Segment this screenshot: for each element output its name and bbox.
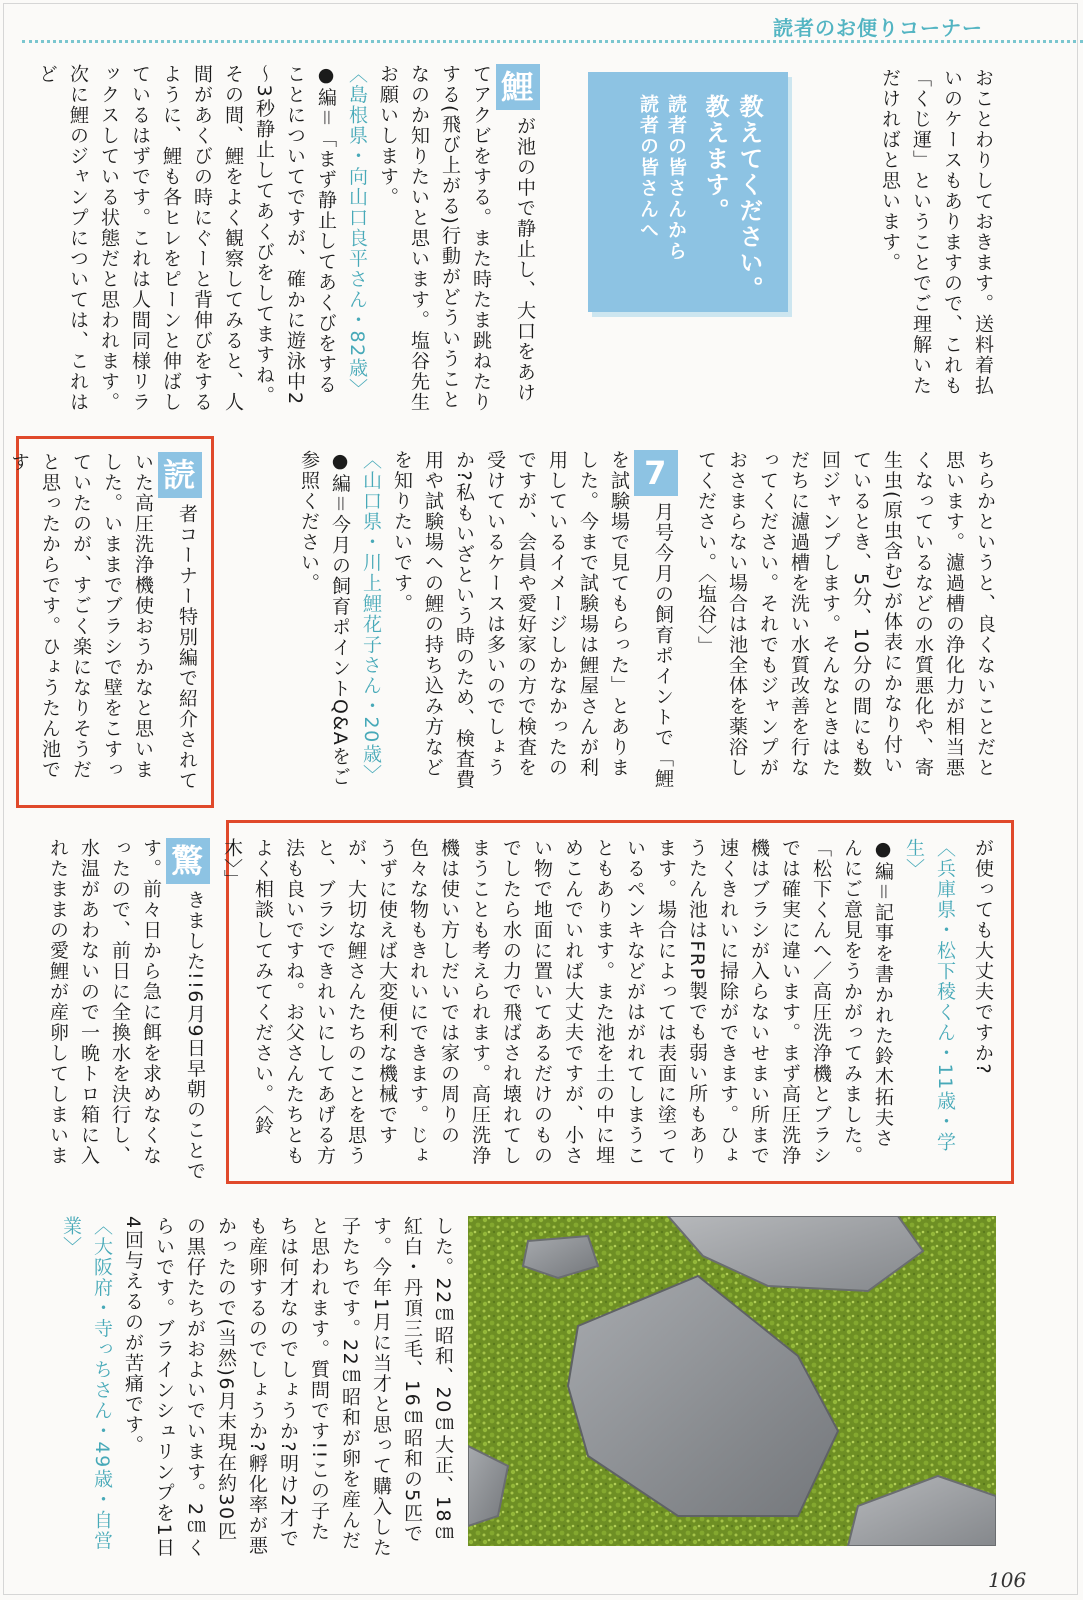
letter-yomu: 読者コーナー特別編で紹介されていた高圧洗浄機使おうかなと思いました。いままでブラシで壁をこすっていたのが、すごく楽になりそうだと思ったからです。ひょうたん池です (34, 452, 202, 792)
moss-stones-image (468, 1216, 996, 1546)
callout-box (588, 72, 788, 312)
letter-koi (30, 64, 540, 414)
hyogo-attribution: 〈兵庫県・松下稜くん・11歳・学生〉 (903, 838, 956, 1153)
initial-odoroku-icon: 驚 (166, 838, 210, 884)
initial-koi-icon: 鯉 (496, 64, 540, 110)
letter-mid-right: ちらかというと、良くないことだと思います。濾過槽の浄化力が相当悪くなっているなどの水質悪化や、寄生虫(原虫含む)が体表にかなり付いているとき、5分、10分の間にも数回ジャンプします。そんなときはただちに濾過槽を洗い水質改善を行なってください。それでもジャンプがおさまらない場合は池全体を薬浴してください。〈塩谷〉」 (695, 450, 996, 778)
page-number: 106 (988, 1568, 1027, 1592)
koi-question: が池の中で静止し、大口をあけてアクビをする。また時たま跳ねたりする(飛び上がる)行動がどういうことなのか知りたいと思います。塩谷先生お願いします。 (377, 64, 536, 413)
bottom-text: した。22㎝昭和、20㎝大正、18㎝紅白・丹頂三毛、16㎝昭和の5匹です。今年1月に当才と思って購入した子たちです。22㎝昭和が卵を産んだと思われます。質問です!!この子たちは何才なのでしょうか?明け2才でも産卵するのでしょうか?孵化率が悪かったので(当然)6月末現在約30匹の黒仔たちがおよいでいます。2㎝くらいです。ブラインシュリンプを1日4回与えるのが苦痛です。 (122, 1216, 454, 1558)
letter-seven (238, 450, 678, 795)
letter-hyogo-answer (221, 838, 960, 1168)
section-title: 読者のお便りコーナー (773, 16, 983, 40)
moss-stone-photo (468, 1216, 996, 1546)
bottom-attribution: 〈大阪府・寺っちさん・49歳・自営業〉 (60, 1216, 113, 1551)
initial-yomu-icon: 読 (158, 452, 202, 498)
callout-sub: 読者の皆さんから 読者の皆さんへ (637, 94, 687, 262)
hyogo-lead: が使っても大丈夫ですか? (972, 838, 994, 1076)
koi-answer: ●編＝「まず静止してあくびをすることについてですが、確かに遊泳中2～3秒静止してあくびをしてますね。その間、鯉をよく観察してみると、人間があくびの時にぐーと背伸びをするように、鯉も各ヒレをピーンと伸ばしているはずです。これは人間同様リラックスしている状態だと思われます。次に鯉のジャンプについては、これはど (36, 64, 337, 413)
letter-odoroku: 驚きました!!6月9日早朝のことです。前々日から急に餌を求めなくなったので、前日に全換水を決行し、水温があわないので一晩トロ箱に入れたままの愛鯉が産卵してしまいま (38, 838, 210, 1183)
callout-main: 教えてください。 教えます。 (701, 94, 763, 302)
header-dotted-rule (22, 40, 1083, 43)
seven-answer: ●編＝今月の飼育ポイントQ&Aをご参照ください。 (298, 450, 351, 788)
hyogo-answer-text: ●編＝記事を書かれた鈴木拓夫さんにご意見をうかがってみました。「松下くんへ／高圧洗浄機とブラシでは確実に違います。まず高圧洗浄機はブラシが入らないせまい所まで速くきれいに掃除ができます。ひょうたん池はFRP製でも弱い所もあります。場合によっては表面に塗っているペンキなどがはがれてしまうこともあります。また池を土の中に埋めこんでいれば大丈夫ですが、小さい物で地面に置いてあるだけのものでしたら水の力で飛ばされ壊れてしまうことも考えられます。高圧洗浄機は使い方しだいでは家の周りの色々な物もきれいにできます。じょうずに使えば大変便利な機械ですが、大切な鯉さんたちのことを思うと、ブラシできれいにしてあげる方法も良いですね。お父さんたちともよく相談してみてください。〈鈴木〉」 (221, 838, 894, 1166)
callout-text (634, 94, 766, 302)
letter-bottom (38, 1216, 458, 1561)
letter-top-right: おことわりしておきます。送料着払いのケースもありますので、これも「くじ運」ということでご理解いただければと思います。 (879, 68, 994, 396)
koi-attribution: 〈島根県・向山口良平さん・82歳〉 (346, 64, 368, 399)
seven-question: 月号今月の飼育ポイントで「鯉を試験場で見てもらった」とありました。今まで試験場は鯉屋さんが利用しているイメージしかなかったのですが、会員や愛好家の方で検査を受けているケースは多いのでしょうか?私もいざという時のため、検査費用や試験場への鯉の持ち込み方などを知りたいです。 (391, 450, 674, 790)
initial-seven-icon: 7 (634, 450, 678, 496)
seven-attribution: 〈山口県・川上鯉花子さん・20歳〉 (360, 450, 382, 785)
